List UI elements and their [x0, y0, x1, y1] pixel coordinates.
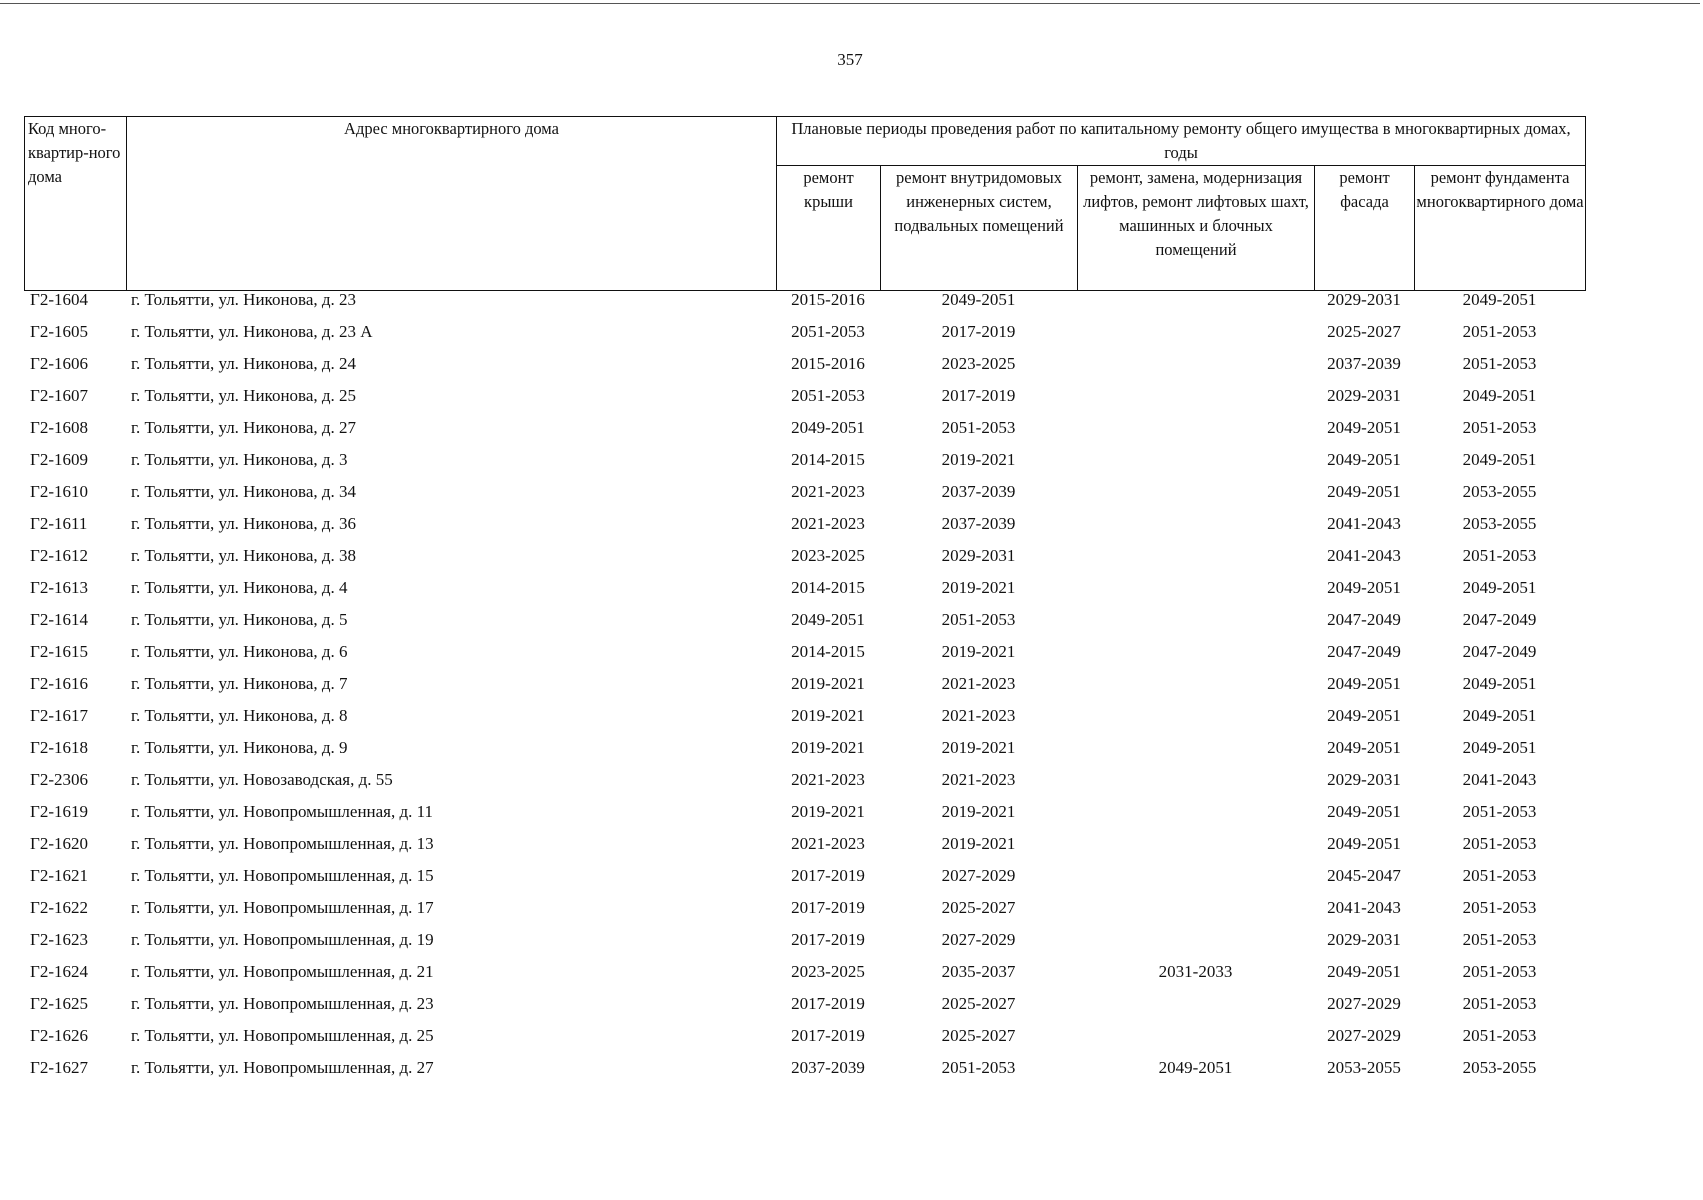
cell-facade: 2047-2049 — [1327, 642, 1401, 661]
cell-facade: 2029-2031 — [1327, 930, 1401, 949]
cell-foundation: 2049-2051 — [1462, 674, 1537, 693]
cell-foundation: 2047-2049 — [1462, 610, 1537, 629]
cell-address: г. Тольятти, ул. Никонова, д. 3 — [131, 450, 348, 469]
cell-facade: 2049-2051 — [1327, 450, 1401, 469]
table-row — [24, 962, 1585, 994]
table-row — [24, 322, 1585, 354]
cell-elevators — [1077, 386, 1314, 418]
cell-facade: 2029-2031 — [1327, 290, 1401, 309]
cell-facade: 2049-2051 — [1327, 578, 1401, 597]
cell-systems: 2025-2027 — [941, 898, 1016, 917]
cell-code: Г2-1610 — [30, 482, 88, 501]
cell-code: Г2-1622 — [30, 898, 88, 917]
cell-systems: 2025-2027 — [941, 1026, 1016, 1045]
cell-facade: 2049-2051 — [1327, 802, 1401, 821]
cell-elevators — [1077, 482, 1314, 514]
header-foundation: ремонт фундамента многоквартирного дома — [1415, 166, 1586, 291]
cell-systems: 2019-2021 — [941, 834, 1016, 853]
cell-roof: 2014-2015 — [791, 450, 865, 469]
cell-code: Г2-1618 — [30, 738, 88, 757]
cell-facade: 2049-2051 — [1327, 962, 1401, 981]
cell-code: Г2-1617 — [30, 706, 88, 725]
cell-code: Г2-1621 — [30, 866, 88, 885]
table-row — [24, 930, 1585, 962]
cell-code: Г2-1609 — [30, 450, 88, 469]
cell-address: г. Тольятти, ул. Новопромышленная, д. 11 — [131, 802, 434, 821]
table-row — [24, 1026, 1585, 1058]
cell-code: Г2-1619 — [30, 802, 88, 821]
cell-foundation: 2053-2055 — [1462, 514, 1537, 533]
cell-systems: 2051-2053 — [941, 610, 1016, 629]
page-number: 357 — [837, 50, 863, 69]
header-systems: ремонт внутридомовых инженерных систем, подвальных помещений — [881, 166, 1078, 291]
cell-foundation: 2049-2051 — [1462, 706, 1537, 725]
cell-elevators — [1077, 322, 1314, 354]
cell-elevators — [1077, 450, 1314, 482]
cell-facade: 2027-2029 — [1327, 1026, 1401, 1045]
table-row — [24, 642, 1585, 674]
cell-systems: 2049-2051 — [941, 290, 1016, 309]
cell-roof: 2049-2051 — [791, 610, 865, 629]
cell-code: Г2-1613 — [30, 578, 88, 597]
cell-code: Г2-1614 — [30, 610, 88, 629]
cell-elevators — [1077, 930, 1314, 962]
cell-address: г. Тольятти, ул. Никонова, д. 36 — [131, 514, 357, 533]
cell-address: г. Тольятти, ул. Никонова, д. 38 — [131, 546, 357, 565]
cell-foundation: 2051-2053 — [1462, 546, 1537, 565]
cell-address: г. Тольятти, ул. Никонова, д. 9 — [131, 738, 348, 757]
cell-elevators — [1077, 610, 1314, 642]
table-row — [24, 482, 1585, 514]
cell-elevators — [1077, 706, 1314, 738]
cell-address: г. Тольятти, ул. Новопромышленная, д. 15 — [131, 866, 434, 885]
cell-code: Г2-2306 — [30, 770, 88, 789]
table-row — [24, 738, 1585, 770]
cell-facade: 2047-2049 — [1327, 610, 1401, 629]
cell-facade: 2041-2043 — [1327, 898, 1401, 917]
cell-facade: 2029-2031 — [1327, 770, 1401, 789]
cell-roof: 2014-2015 — [791, 642, 865, 661]
header-code: Код много-квартир-ного дома — [25, 117, 127, 291]
table-row — [24, 514, 1585, 546]
table-row — [24, 610, 1585, 642]
cell-roof: 2019-2021 — [791, 802, 865, 821]
cell-roof: 2019-2021 — [791, 706, 865, 725]
cell-foundation: 2049-2051 — [1462, 386, 1537, 405]
cell-foundation: 2051-2053 — [1462, 1026, 1537, 1045]
table-row — [24, 418, 1585, 450]
cell-roof: 2017-2019 — [791, 994, 865, 1013]
cell-systems: 2025-2027 — [941, 994, 1016, 1013]
cell-systems: 2051-2053 — [941, 418, 1016, 437]
cell-address: г. Тольятти, ул. Новозаводская, д. 55 — [131, 770, 393, 789]
cell-systems: 2021-2023 — [941, 706, 1016, 725]
cell-systems: 2019-2021 — [941, 450, 1016, 469]
cell-address: г. Тольятти, ул. Никонова, д. 5 — [131, 610, 348, 629]
cell-address: г. Тольятти, ул. Новопромышленная, д. 13 — [131, 834, 434, 853]
cell-roof: 2023-2025 — [791, 962, 865, 981]
cell-systems: 2019-2021 — [941, 578, 1016, 597]
table-row — [24, 898, 1585, 930]
cell-systems: 2021-2023 — [941, 674, 1016, 693]
top-rule — [0, 3, 1700, 4]
cell-foundation: 2051-2053 — [1462, 322, 1537, 341]
cell-code: Г2-1626 — [30, 1026, 88, 1045]
cell-systems: 2027-2029 — [941, 930, 1016, 949]
table-row — [24, 1058, 1585, 1090]
table-row — [24, 290, 1585, 322]
cell-code: Г2-1627 — [30, 1058, 88, 1077]
cell-elevators — [1077, 514, 1314, 546]
cell-elevators — [1077, 674, 1314, 706]
table-row — [24, 770, 1585, 802]
table-row — [24, 674, 1585, 706]
cell-roof: 2049-2051 — [791, 418, 865, 437]
cell-facade: 2041-2043 — [1327, 514, 1401, 533]
cell-foundation: 2051-2053 — [1462, 994, 1537, 1013]
cell-code: Г2-1608 — [30, 418, 88, 437]
cell-systems: 2021-2023 — [941, 770, 1016, 789]
cell-roof: 2015-2016 — [791, 354, 865, 373]
cell-address: г. Тольятти, ул. Никонова, д. 23 — [131, 290, 357, 309]
cell-elevators — [1077, 770, 1314, 802]
cell-roof: 2017-2019 — [791, 866, 865, 885]
cell-code: Г2-1625 — [30, 994, 88, 1013]
cell-roof: 2019-2021 — [791, 674, 865, 693]
cell-roof: 2015-2016 — [791, 290, 865, 309]
cell-facade: 2037-2039 — [1327, 354, 1401, 373]
header-address: Адрес многоквартирного дома — [127, 117, 777, 291]
cell-address: г. Тольятти, ул. Новопромышленная, д. 19 — [131, 930, 434, 949]
cell-systems: 2035-2037 — [941, 962, 1016, 981]
cell-code: Г2-1624 — [30, 962, 88, 981]
table-row — [24, 834, 1585, 866]
cell-systems: 2029-2031 — [941, 546, 1016, 565]
cell-elevators — [1077, 1026, 1314, 1058]
cell-foundation: 2049-2051 — [1462, 450, 1537, 469]
cell-address: г. Тольятти, ул. Новопромышленная, д. 27 — [131, 1058, 434, 1077]
cell-roof: 2019-2021 — [791, 738, 865, 757]
cell-systems: 2019-2021 — [941, 802, 1016, 821]
cell-foundation: 2051-2053 — [1462, 962, 1537, 981]
cell-foundation: 2051-2053 — [1462, 866, 1537, 885]
cell-facade: 2049-2051 — [1327, 418, 1401, 437]
cell-roof: 2021-2023 — [791, 770, 865, 789]
cell-foundation: 2041-2043 — [1462, 770, 1537, 789]
cell-code: Г2-1620 — [30, 834, 88, 853]
cell-address: г. Тольятти, ул. Никонова, д. 4 — [131, 578, 348, 597]
cell-roof: 2017-2019 — [791, 1026, 865, 1045]
cell-elevators: 2049-2051 — [1158, 1058, 1233, 1077]
table-row — [24, 802, 1585, 834]
cell-systems: 2037-2039 — [941, 514, 1016, 533]
cell-systems: 2023-2025 — [941, 354, 1016, 373]
cell-elevators — [1077, 578, 1314, 610]
cell-systems: 2017-2019 — [941, 322, 1016, 341]
table-row — [24, 578, 1585, 610]
cell-code: Г2-1615 — [30, 642, 88, 661]
cell-foundation: 2051-2053 — [1462, 834, 1537, 853]
cell-foundation: 2051-2053 — [1462, 354, 1537, 373]
cell-foundation: 2051-2053 — [1462, 418, 1537, 437]
cell-elevators — [1077, 994, 1314, 1026]
cell-code: Г2-1604 — [30, 290, 88, 309]
cell-facade: 2049-2051 — [1327, 674, 1401, 693]
cell-facade: 2049-2051 — [1327, 482, 1401, 501]
cell-roof: 2021-2023 — [791, 482, 865, 501]
cell-roof: 2023-2025 — [791, 546, 865, 565]
cell-code: Г2-1623 — [30, 930, 88, 949]
cell-foundation: 2051-2053 — [1462, 930, 1537, 949]
cell-elevators — [1077, 642, 1314, 674]
table-row — [24, 354, 1585, 386]
cell-systems: 2037-2039 — [941, 482, 1016, 501]
cell-address: г. Тольятти, ул. Никонова, д. 27 — [131, 418, 357, 437]
table-row — [24, 706, 1585, 738]
table-row — [24, 866, 1585, 898]
cell-elevators — [1077, 418, 1314, 450]
cell-foundation: 2049-2051 — [1462, 738, 1537, 757]
cell-elevators — [1077, 354, 1314, 386]
cell-roof: 2017-2019 — [791, 930, 865, 949]
cell-foundation: 2049-2051 — [1462, 290, 1537, 309]
cell-code: Г2-1616 — [30, 674, 88, 693]
cell-foundation: 2047-2049 — [1462, 642, 1537, 661]
cell-code: Г2-1607 — [30, 386, 88, 405]
table-row — [24, 386, 1585, 418]
table-header — [24, 116, 1586, 291]
cell-facade: 2053-2055 — [1327, 1058, 1401, 1077]
cell-foundation: 2051-2053 — [1462, 802, 1537, 821]
cell-systems: 2027-2029 — [941, 866, 1016, 885]
cell-address: г. Тольятти, ул. Новопромышленная, д. 21 — [131, 962, 434, 981]
cell-facade: 2049-2051 — [1327, 738, 1401, 757]
cell-code: Г2-1611 — [30, 514, 88, 533]
cell-elevators — [1077, 866, 1314, 898]
cell-foundation: 2053-2055 — [1462, 1058, 1537, 1077]
cell-facade: 2027-2029 — [1327, 994, 1401, 1013]
cell-elevators — [1077, 546, 1314, 578]
cell-elevators — [1077, 898, 1314, 930]
cell-elevators — [1077, 738, 1314, 770]
cell-code: Г2-1605 — [30, 322, 88, 341]
cell-address: г. Тольятти, ул. Никонова, д. 24 — [131, 354, 357, 373]
header-roof: ремонт крыши — [777, 166, 881, 291]
cell-systems: 2019-2021 — [941, 738, 1016, 757]
cell-foundation: 2051-2053 — [1462, 898, 1537, 917]
table-row — [24, 450, 1585, 482]
cell-address: г. Тольятти, ул. Никонова, д. 7 — [131, 674, 348, 693]
cell-systems: 2019-2021 — [941, 642, 1016, 661]
cell-facade: 2041-2043 — [1327, 546, 1401, 565]
cell-address: г. Тольятти, ул. Никонова, д. 6 — [131, 642, 348, 661]
header-elevators: ремонт, замена, модернизация лифтов, ремонт лифтовых шахт, машинных и блочных помещений — [1078, 166, 1315, 291]
cell-facade: 2049-2051 — [1327, 834, 1401, 853]
cell-roof: 2014-2015 — [791, 578, 865, 597]
cell-roof: 2021-2023 — [791, 514, 865, 533]
table-row — [24, 546, 1585, 578]
cell-foundation: 2053-2055 — [1462, 482, 1537, 501]
cell-systems: 2017-2019 — [941, 386, 1016, 405]
cell-address: г. Тольятти, ул. Никонова, д. 34 — [131, 482, 357, 501]
cell-facade: 2045-2047 — [1327, 866, 1401, 885]
cell-elevators — [1077, 834, 1314, 866]
table-row — [24, 994, 1585, 1026]
cell-foundation: 2049-2051 — [1462, 578, 1537, 597]
cell-code: Г2-1606 — [30, 354, 88, 373]
table-body — [24, 290, 1585, 1090]
cell-code: Г2-1612 — [30, 546, 88, 565]
cell-elevators: 2031-2033 — [1158, 962, 1233, 981]
cell-facade: 2049-2051 — [1327, 706, 1401, 725]
cell-elevators — [1077, 290, 1314, 322]
cell-facade: 2029-2031 — [1327, 386, 1401, 405]
cell-roof: 2021-2023 — [791, 834, 865, 853]
cell-address: г. Тольятти, ул. Никонова, д. 8 — [131, 706, 348, 725]
header-facade: ремонт фасада — [1315, 166, 1415, 291]
cell-elevators — [1077, 802, 1314, 834]
cell-roof: 2051-2053 — [791, 322, 865, 341]
cell-systems: 2051-2053 — [941, 1058, 1016, 1077]
cell-roof: 2051-2053 — [791, 386, 865, 405]
cell-address: г. Тольятти, ул. Новопромышленная, д. 23 — [131, 994, 434, 1013]
cell-address: г. Тольятти, ул. Никонова, д. 25 — [131, 386, 357, 405]
cell-roof: 2017-2019 — [791, 898, 865, 917]
cell-address: г. Тольятти, ул. Новопромышленная, д. 17 — [131, 898, 434, 917]
cell-facade: 2025-2027 — [1327, 322, 1401, 341]
header-periods: Плановые периоды проведения работ по капитальному ремонту общего имущества в многоквартирных домах, годы — [777, 117, 1586, 166]
cell-address: г. Тольятти, ул. Никонова, д. 23 А — [131, 322, 373, 341]
cell-roof: 2037-2039 — [791, 1058, 865, 1077]
cell-address: г. Тольятти, ул. Новопромышленная, д. 25 — [131, 1026, 434, 1045]
